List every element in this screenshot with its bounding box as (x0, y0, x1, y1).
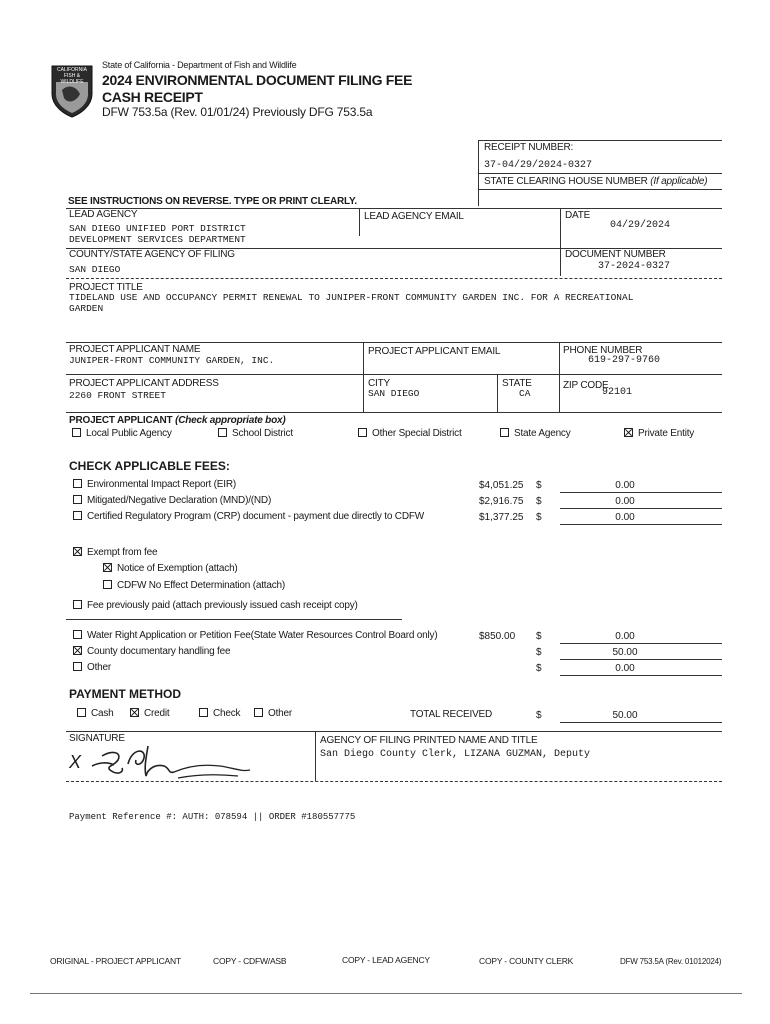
checkbox-checked[interactable] (73, 547, 82, 556)
phone-value: 619-297-9760 (588, 355, 661, 366)
footer-form-number: DFW 753.5A (Rev. 01012024) (620, 957, 722, 966)
lead-agency-line2: DEVELOPMENT SERVICES DEPARTMENT (69, 234, 246, 245)
applicant-address: 2260 FRONT STREET (69, 390, 166, 401)
phone-label: PHONE NUMBER (563, 345, 643, 356)
checkbox-checked[interactable] (130, 708, 139, 717)
lead-agency-label: LEAD AGENCY (69, 209, 138, 220)
fee-water-rate: $850.00 (479, 631, 516, 642)
type-private-entity[interactable] (624, 428, 694, 439)
fees-heading: CHECK APPLICABLE FEES: (69, 459, 230, 473)
type-label: Local Public Agency (86, 428, 172, 439)
footer-copy-county: COPY - COUNTY CLERK (479, 956, 574, 966)
project-title-label: PROJECT TITLE (69, 282, 143, 293)
payment-label: Check (213, 708, 241, 719)
applicant-address-label: PROJECT APPLICANT ADDRESS (69, 378, 219, 389)
cdfw-no-effect[interactable] (103, 580, 285, 591)
type-school-district[interactable] (218, 428, 293, 439)
city-value: SAN DIEGO (368, 388, 420, 399)
prev-paid-label: Fee previously paid (attach previously issued cash receipt copy) (87, 600, 358, 611)
fee-previously-paid[interactable] (73, 600, 358, 611)
fee-label: County documentary handling fee (87, 646, 231, 657)
checkbox[interactable] (73, 630, 82, 639)
fee-mnd[interactable] (73, 495, 271, 506)
applicant-type-hint: (Check appropriate box) (175, 415, 286, 426)
notice-of-exemption[interactable] (103, 563, 238, 574)
payment-credit[interactable] (130, 708, 169, 719)
signature-label: SIGNATURE (69, 733, 125, 744)
type-label: Private Entity (638, 428, 695, 439)
checkbox[interactable] (73, 511, 82, 520)
date-label: DATE (565, 210, 591, 221)
clearing-house-note: (If applicable) (650, 176, 708, 187)
document-number-label: DOCUMENT NUMBER (565, 249, 666, 260)
fee-label: Environmental Impact Report (EIR) (87, 479, 237, 490)
checkbox[interactable] (73, 479, 82, 488)
total-received: 50.00 (612, 710, 638, 721)
total-dollar: $ (536, 710, 542, 721)
total-received-label: TOTAL RECEIVED (410, 709, 493, 720)
checkbox[interactable] (73, 600, 82, 609)
fee-mnd-rate: $2,916.75 (479, 496, 524, 507)
checkbox[interactable] (77, 708, 86, 717)
state-label: STATE (502, 378, 532, 389)
lead-agency-line1: SAN DIEGO UNIFIED PORT DISTRICT (69, 223, 246, 234)
type-label: State Agency (514, 428, 571, 439)
state-value: CA (519, 388, 531, 399)
fee-label: Certified Regulatory Program (CRP) document - payment due directly to CDFW (87, 511, 424, 522)
applicant-name-label: PROJECT APPLICANT NAME (69, 344, 201, 355)
fee-mnd-dollar: $ (536, 496, 542, 507)
signature-x: X (69, 752, 82, 772)
fee-label: Other (87, 662, 112, 673)
date-value: 04/29/2024 (610, 220, 671, 231)
footer-original: ORIGINAL - PROJECT APPLICANT (50, 956, 181, 966)
county-label: COUNTY/STATE AGENCY OF FILING (69, 249, 235, 260)
fee-county-dollar: $ (536, 647, 542, 658)
fee-mnd-amount: 0.00 (615, 496, 635, 507)
project-title-line1: TIDELAND USE AND OCCUPANCY PERMIT RENEWAL TO JUNIPER-FRONT COMMUNITY GARDEN INC. FOR A RECREATIONAL (69, 292, 634, 303)
payment-check[interactable] (199, 708, 240, 719)
fee-crp-dollar: $ (536, 512, 542, 523)
payment-label: Other (268, 708, 293, 719)
checkbox[interactable] (218, 428, 227, 437)
fee-crp-amount: 0.00 (615, 512, 635, 523)
payment-heading: PAYMENT METHOD (69, 687, 182, 701)
checkbox[interactable] (199, 708, 208, 717)
checkbox[interactable] (103, 580, 112, 589)
form-subtitle: CASH RECEIPT (102, 89, 203, 105)
checkbox-checked[interactable] (103, 563, 112, 572)
zip-label: ZIP CODE (563, 380, 609, 391)
document-number: 37-2024-0327 (598, 261, 671, 272)
seal-lettering: CALIFORNIA FISH & WILDLIFE (56, 67, 87, 85)
fee-label: Water Right Application or Petition Fee(State Water Resources Control Board only) (87, 630, 438, 641)
footer-copy-lead: COPY - LEAD AGENCY (342, 955, 430, 965)
checkbox[interactable] (500, 428, 509, 437)
fee-eir-dollar: $ (536, 480, 542, 491)
type-local-public-agency[interactable] (72, 428, 172, 439)
applicant-email-label: PROJECT APPLICANT EMAIL (368, 346, 501, 357)
fee-eir[interactable] (73, 479, 236, 490)
lead-agency-email-label: LEAD AGENCY EMAIL (364, 211, 464, 222)
receipt-number: 37-04/29/2024-0327 (484, 160, 593, 171)
form-revision: DFW 753.5a (Rev. 01/01/24) Previously DFG 753.5a (102, 105, 373, 119)
payment-label: Credit (144, 708, 170, 719)
payment-reference: Payment Reference #: AUTH: 078594 || ORDER #180557775 (69, 812, 356, 822)
fee-county-handling[interactable] (73, 646, 230, 657)
clearing-house-label (484, 176, 707, 187)
checkbox-checked[interactable] (624, 428, 633, 437)
cdfw-label: CDFW No Effect Determination (attach) (117, 580, 286, 591)
checkbox-checked[interactable] (73, 646, 82, 655)
payment-label: Cash (91, 708, 114, 719)
type-state-agency[interactable] (500, 428, 571, 439)
agency-filing-label: AGENCY OF FILING PRINTED NAME AND TITLE (320, 735, 538, 746)
fee-eir-amount: 0.00 (615, 480, 635, 491)
handwritten-signature (88, 742, 258, 782)
project-title-line2: GARDEN (69, 303, 104, 314)
fee-other-amount: 0.00 (615, 663, 635, 674)
header-agency: State of California - Department of Fish and Wildlife (102, 60, 297, 70)
payment-other[interactable] (254, 708, 292, 719)
city-label: CITY (368, 378, 390, 389)
fee-crp[interactable] (73, 511, 424, 522)
footer-copy-cdfw: COPY - CDFW/ASB (213, 956, 287, 966)
fee-other[interactable] (73, 662, 111, 673)
fee-eir-rate: $4,051.25 (479, 480, 524, 491)
zip-value: 92101 (602, 387, 633, 398)
fee-water-dollar: $ (536, 631, 542, 642)
type-other-special-district[interactable] (358, 428, 462, 439)
fee-other-dollar: $ (536, 663, 542, 674)
applicant-type-label (69, 415, 285, 426)
fee-crp-rate: $1,377.25 (479, 512, 524, 523)
applicant-type-text: PROJECT APPLICANT (69, 415, 173, 426)
fee-water-amount: 0.00 (615, 631, 635, 642)
checkbox[interactable] (358, 428, 367, 437)
checkbox[interactable] (73, 662, 82, 671)
fee-label: Mitigated/Negative Declaration (MND)/(ND) (87, 495, 272, 506)
checkbox[interactable] (72, 428, 81, 437)
applicant-name: JUNIPER-FRONT COMMUNITY GARDEN, INC. (69, 355, 275, 366)
form-title: 2024 ENVIRONMENTAL DOCUMENT FILING FEE (102, 72, 413, 88)
agency-filing-value: San Diego County Clerk, LIZANA GUZMAN, Deputy (320, 749, 591, 760)
noe-label: Notice of Exemption (attach) (117, 563, 238, 574)
exempt-label: Exempt from fee (87, 547, 158, 558)
receipt-number-label: RECEIPT NUMBER: (484, 142, 574, 153)
county-value: SAN DIEGO (69, 264, 121, 275)
clearing-house-text: STATE CLEARING HOUSE NUMBER (484, 176, 648, 187)
payment-cash[interactable] (77, 708, 114, 719)
fee-water-right[interactable] (73, 630, 437, 641)
type-label: School District (232, 428, 293, 439)
exempt-from-fee[interactable] (73, 547, 157, 558)
checkbox[interactable] (254, 708, 263, 717)
type-label: Other Special District (372, 428, 462, 439)
fee-county-amount: 50.00 (612, 647, 638, 658)
checkbox[interactable] (73, 495, 82, 504)
instructions: SEE INSTRUCTIONS ON REVERSE. TYPE OR PRINT CLEARLY. (68, 196, 357, 207)
